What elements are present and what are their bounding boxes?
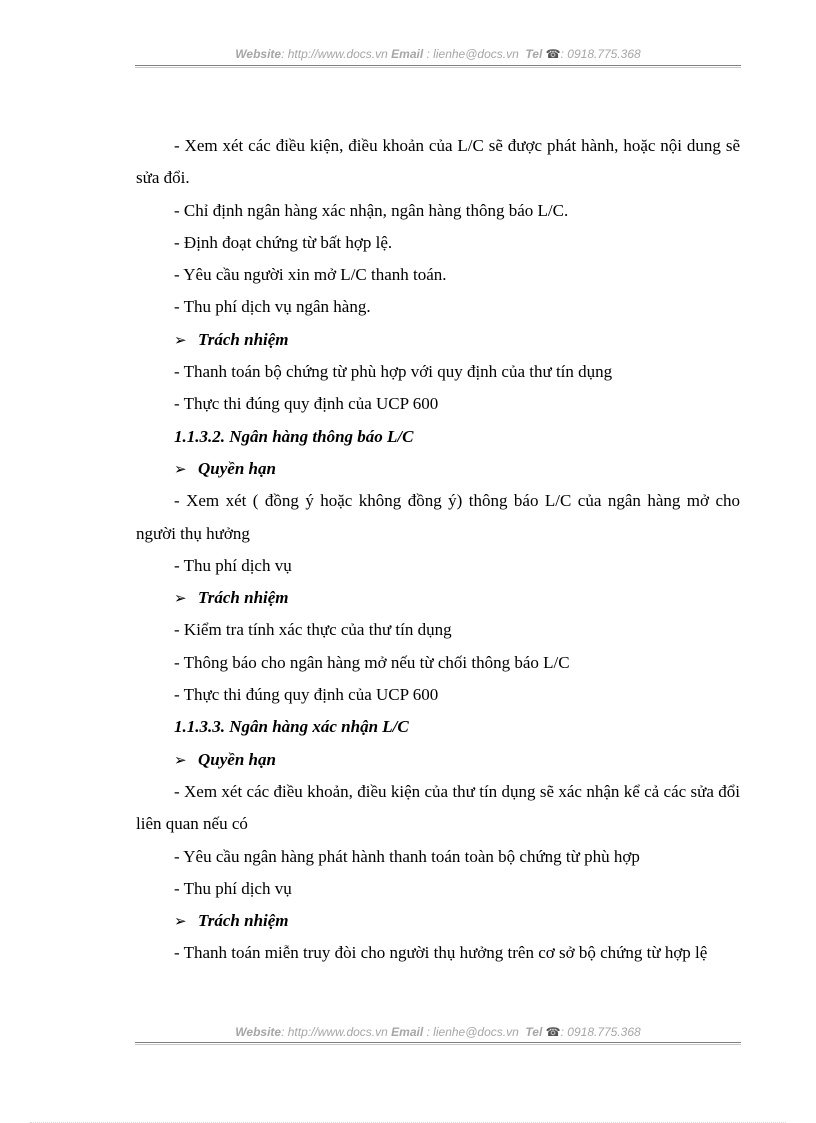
paragraph: - Thanh toán miễn truy đòi cho người thụ hưởng trên cơ sở bộ chứng từ hợp lệ [174, 943, 708, 963]
header-rule [135, 65, 741, 66]
bullet-heading-text: Quyền hạn [198, 749, 276, 769]
paragraph: - Xem xét các điều khoản, điều kiện của thư tín dụng sẽ xác nhận kể cả các sửa đổi liên quan nếu có [136, 781, 740, 834]
paragraph: - Chỉ định ngân hàng xác nhận, ngân hàng thông báo L/C. [174, 200, 569, 220]
paragraph: - Thu phí dịch vụ [174, 555, 292, 575]
arrow-bullet-icon: ➢ [174, 750, 187, 769]
footer-website-value[interactable]: : http://www.docs.vn [281, 1025, 388, 1039]
document-body [136, 130, 740, 970]
footer-rule [135, 1042, 741, 1043]
bullet-heading-text: Trách nhiệm [198, 911, 289, 931]
bullet-heading [136, 453, 740, 485]
paragraph: - Xem xét các điều kiện, điều khoản của L/C sẽ được phát hành, hoặc nội dung sẽ sửa đổi. [136, 136, 740, 188]
bullet-heading-text: Quyền hạn [198, 458, 276, 478]
header-tel-value: : 0918.775.368 [560, 47, 641, 61]
bullet-heading [136, 582, 740, 614]
section-heading: 1.1.3.2. Ngân hàng thông báo L/C [174, 426, 414, 446]
bullet-heading-text: Trách nhiệm [198, 588, 289, 608]
page-footer [135, 1025, 741, 1039]
paragraph: - Thực thi đúng quy định của UCP 600 [174, 394, 439, 414]
bullet-heading [136, 905, 740, 937]
header-tel-label: Tel [525, 47, 543, 61]
paragraph: - Thu phí dịch vụ ngân hàng. [174, 297, 371, 317]
footer-tel-value: : 0918.775.368 [560, 1025, 641, 1039]
footer-email-label: Email [391, 1025, 424, 1039]
footer-email-value[interactable]: : lienhe@docs.vn [426, 1025, 519, 1039]
footer-tel-label: Tel [525, 1025, 543, 1039]
paragraph: - Thực thi đúng quy định của UCP 600 [174, 685, 439, 705]
paragraph: - Định đoạt chứng từ bất hợp lệ. [174, 232, 393, 252]
bullet-heading [136, 324, 740, 356]
bullet-heading-text: Trách nhiệm [198, 329, 289, 349]
section-heading: 1.1.3.3. Ngân hàng xác nhận L/C [174, 717, 409, 737]
arrow-bullet-icon: ➢ [174, 589, 187, 608]
arrow-bullet-icon: ➢ [174, 330, 187, 349]
phone-icon: ☎ [545, 47, 561, 61]
bullet-heading [136, 744, 740, 776]
paragraph: - Xem xét ( đồng ý hoặc không đồng ý) thông báo L/C của ngân hàng mở cho người thụ hưởng [136, 491, 740, 543]
paragraph: - Thanh toán bộ chứng từ phù hợp với quy định của thư tín dụng [174, 362, 613, 382]
header-email-value[interactable]: : lienhe@docs.vn [426, 47, 519, 61]
header-email-label: Email [391, 47, 424, 61]
paragraph: - Yêu cầu ngân hàng phát hành thanh toán toàn bộ chứng từ phù hợp [174, 846, 640, 866]
paragraph: - Kiểm tra tính xác thực của thư tín dụng [174, 620, 452, 640]
header-website-value[interactable]: : http://www.docs.vn [281, 47, 388, 61]
phone-icon: ☎ [545, 1025, 561, 1039]
paragraph: - Thu phí dịch vụ [174, 878, 292, 898]
paragraph: - Yêu cầu người xin mở L/C thanh toán. [174, 265, 447, 285]
header-website-label: Website [235, 47, 282, 61]
paragraph: - Thông báo cho ngân hàng mở nếu từ chối thông báo L/C [174, 652, 570, 672]
header-rule-thin [135, 67, 741, 68]
footer-website-label: Website [235, 1025, 282, 1039]
page-header [135, 47, 741, 61]
footer-rule-thin [135, 1044, 741, 1045]
arrow-bullet-icon: ➢ [174, 459, 187, 478]
arrow-bullet-icon: ➢ [174, 912, 187, 931]
